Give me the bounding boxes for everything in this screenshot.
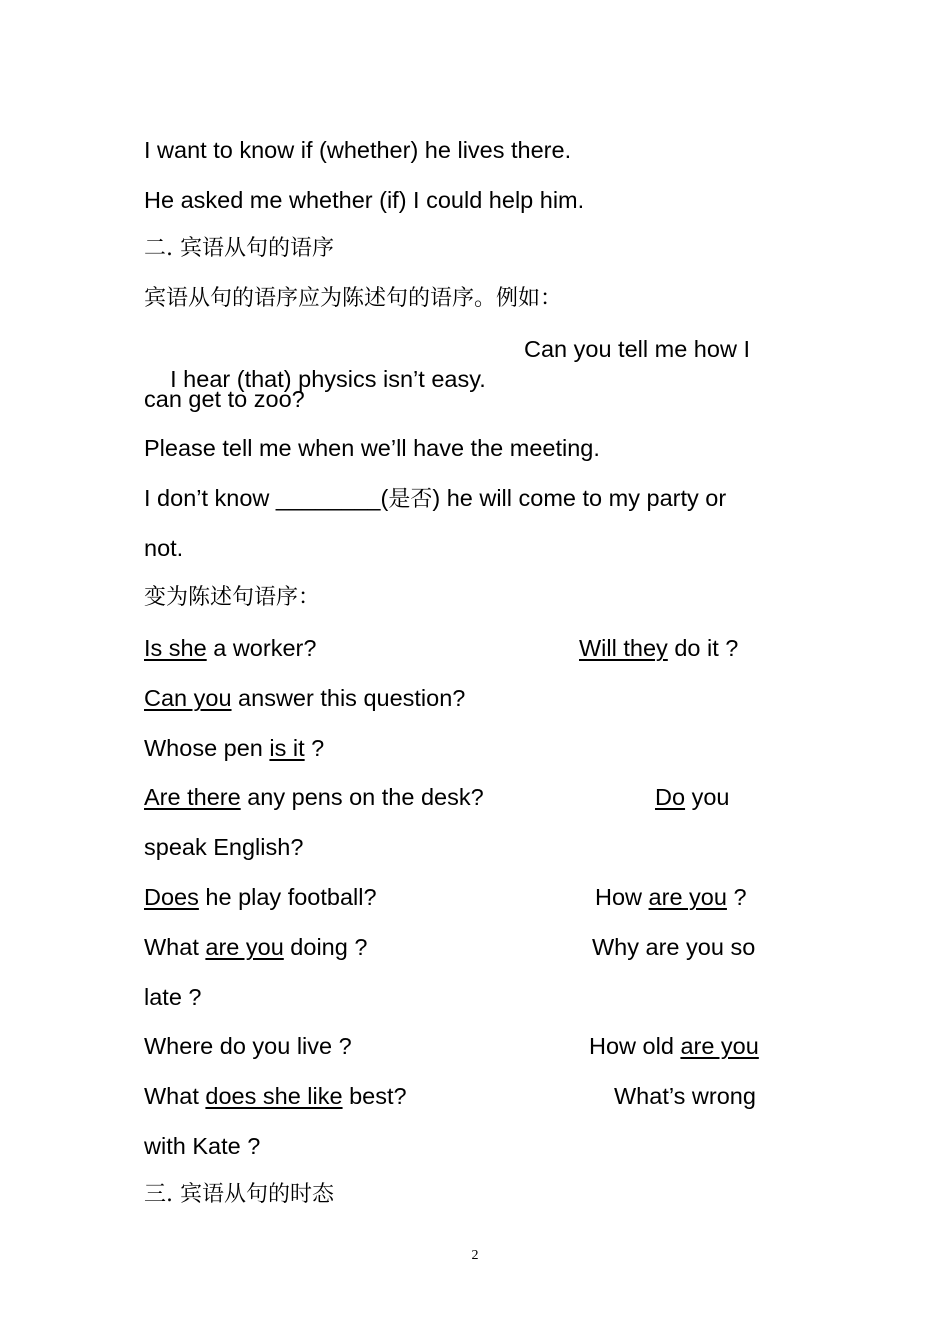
example-text: Whose pen xyxy=(144,735,270,761)
section-heading: 三. 宾语从句的时态 xyxy=(144,1182,334,1207)
example-text: doing ? xyxy=(283,934,368,960)
text-line: He asked me whether (if) I could help him. xyxy=(144,187,585,213)
example-question xyxy=(144,1081,407,1111)
underlined-words: are you xyxy=(205,934,284,960)
underlined-words: are you xyxy=(680,1033,759,1059)
example-text: do it ? xyxy=(667,635,739,661)
text-line xyxy=(144,483,726,513)
text-line: 宾语从句的语序应为陈述句的语序。例如： xyxy=(144,286,563,311)
example-text: ? xyxy=(726,884,747,910)
chinese-hint: 是否 xyxy=(388,487,433,512)
underlined-words: does she like xyxy=(205,1083,343,1109)
example-text: he play football? xyxy=(198,884,377,910)
example-text: a worker? xyxy=(206,635,317,661)
example-question xyxy=(144,932,367,962)
example-text: ? xyxy=(304,735,325,761)
example-text: What xyxy=(144,934,206,960)
text-line: I want to know if (whether) he lives there. xyxy=(144,137,572,163)
example-question xyxy=(144,882,377,912)
example-question xyxy=(655,782,729,812)
text-line: 变为陈述句语序： xyxy=(144,585,321,610)
example-sentence: I hear (that) physics isn’t easy. xyxy=(170,366,486,392)
underlined-words: is it xyxy=(269,735,305,761)
underlined-words: Are there xyxy=(144,784,241,810)
underlined-words: Can you xyxy=(144,685,232,711)
example-text: answer this question? xyxy=(231,685,466,711)
example-question: What’s wrong xyxy=(614,1083,756,1109)
underlined-words: Do xyxy=(655,784,686,810)
example-sentence: Can you tell me how I xyxy=(524,336,750,362)
underlined-words: Will they xyxy=(579,635,668,661)
example-text: you xyxy=(685,784,730,810)
example-text: best? xyxy=(342,1083,407,1109)
text-line: Please tell me when we’ll have the meeting. xyxy=(144,435,600,461)
example-question: with Kate ? xyxy=(144,1133,261,1159)
example-question: Why are you so xyxy=(592,934,756,960)
example-question xyxy=(144,683,465,713)
underlined-words: are you xyxy=(648,884,727,910)
section-heading: 二. 宾语从句的语序 xyxy=(144,236,334,261)
example-text: What xyxy=(144,1083,206,1109)
example-question xyxy=(144,733,324,763)
text-line xyxy=(144,334,486,392)
fill-blank-text: ) he will come to my party or xyxy=(432,485,727,511)
example-question xyxy=(144,633,316,663)
page-number: 2 xyxy=(471,1248,479,1263)
text-line: can get to zoo? xyxy=(144,386,305,412)
fill-blank-text: I don’t know ________( xyxy=(144,485,389,511)
example-question xyxy=(589,1031,759,1061)
example-question xyxy=(595,882,747,912)
example-text: How xyxy=(595,884,649,910)
underlined-words: Does xyxy=(144,884,199,910)
example-question: Where do you live ? xyxy=(144,1033,352,1059)
example-question xyxy=(579,633,738,663)
example-question: late ? xyxy=(144,984,202,1010)
example-question xyxy=(144,782,484,812)
example-text: How old xyxy=(589,1033,681,1059)
text-line: not. xyxy=(144,535,184,561)
example-text: any pens on the desk? xyxy=(240,784,484,810)
example-question: speak English? xyxy=(144,834,304,860)
underlined-words: Is she xyxy=(144,635,207,661)
